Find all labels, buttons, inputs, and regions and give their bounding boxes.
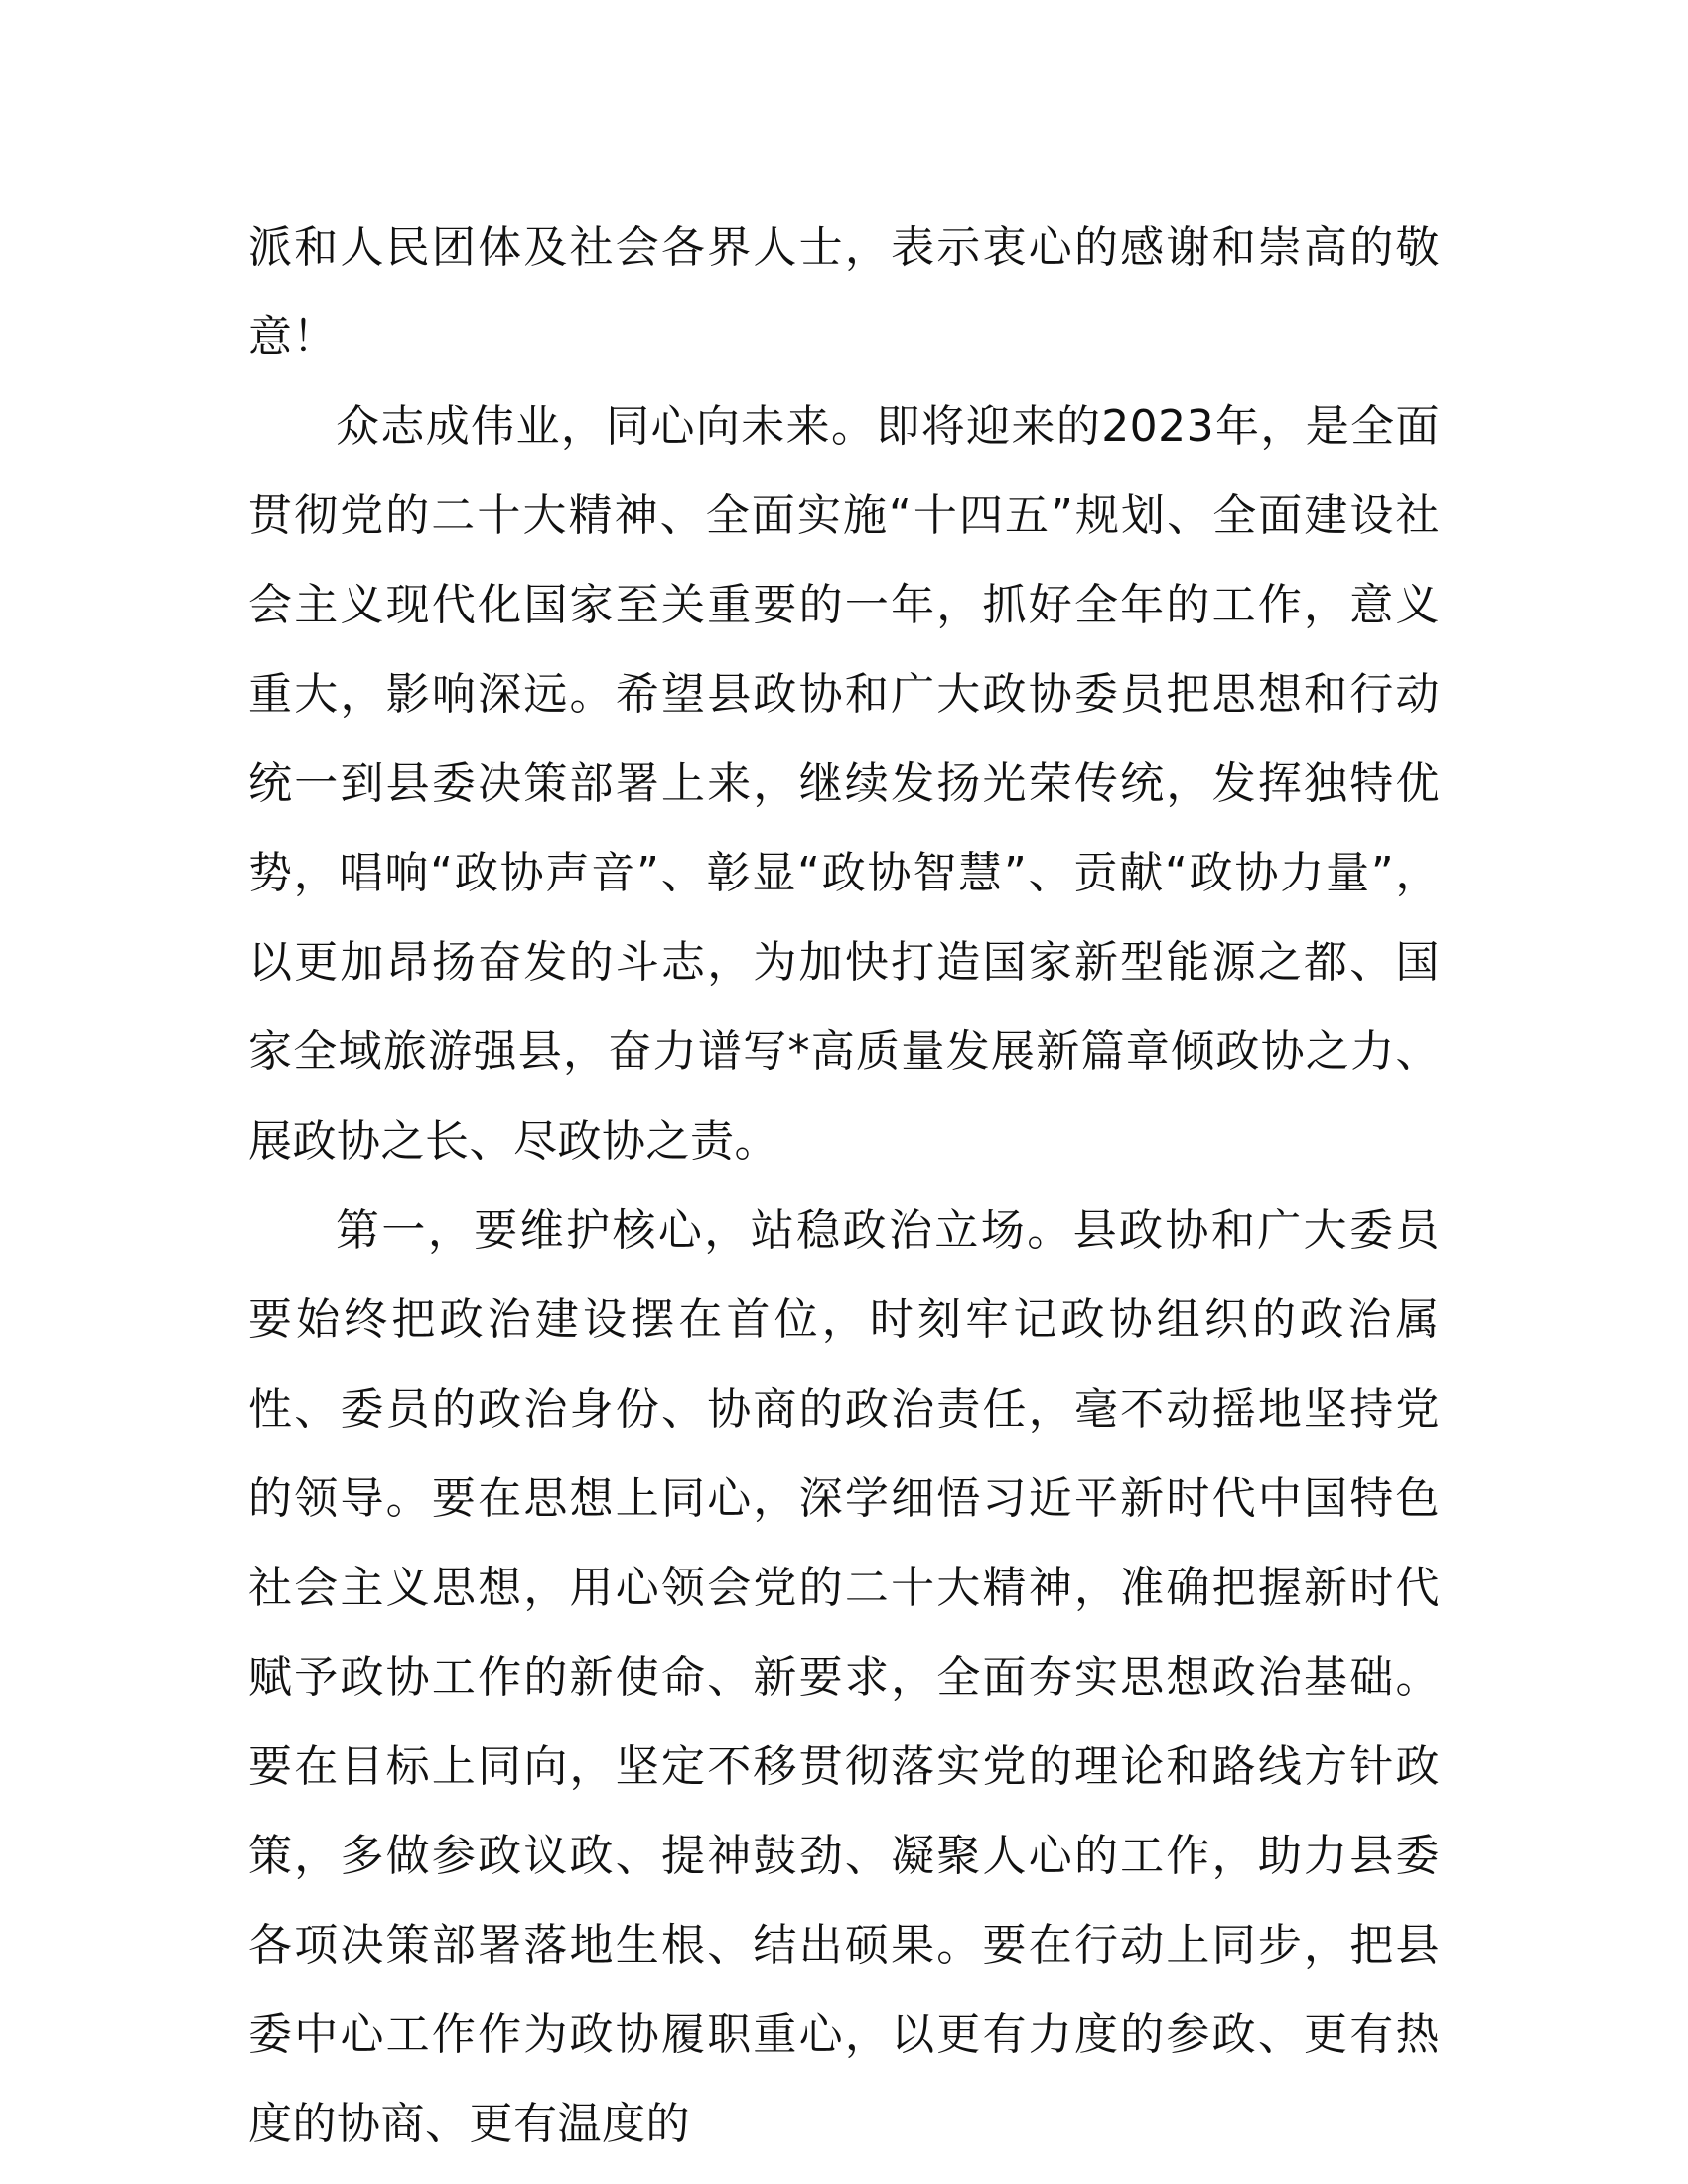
paragraph-continuation: 派和人民团体及社会各界人士，表示衷心的感谢和崇高的敬意！: [248, 222, 1440, 362]
document-page: [248, 204, 1440, 2169]
paragraph-future-outlook: 众志成伟业，同心向未来。即将迎来的2023年，是全面贯彻党的二十大精神、全面实施“十四五”规划、全面建设社会主义现代化国家至关重要的一年，抓好全年的工作，意义重大，影响深远。希望县政协和广大政协委员把思想和行动统一到县委决策部署上来，继续发扬光荣传统，发挥独特优势，唱响“政协声音”、彰显“政协智慧”、贡献“政协力量”，以更加昂扬奋发的斗志，为加快打造国家新型能源之都、国家全域旅游强县，奋力谱写*高质量发展新篇章倾政协之力、展政协之长、尽政协之责。: [248, 401, 1440, 1166]
paragraph-first-point: 第一，要维护核心，站稳政治立场。县政协和广大委员要始终把政治建设摆在首位，时刻牢记政协组织的政治属性、委员的政治身份、协商的政治责任，毫不动摇地坚持党的领导。要在思想上同心，深学细悟习近平新时代中国特色社会主义思想，用心领会党的二十大精神，准确把握新时代赋予政协工作的新使命、新要求，全面夯实思想政治基础。要在目标上同向，坚定不移贯彻落实党的理论和路线方针政策，多做参政议政、提神鼓劲、凝聚人心的工作，助力县委各项决策部署落地生根、结出硕果。要在行动上同步，把县委中心工作作为政协履职重心，以更有力度的参政、更有热度的协商、更有温度的: [248, 1205, 1440, 2149]
